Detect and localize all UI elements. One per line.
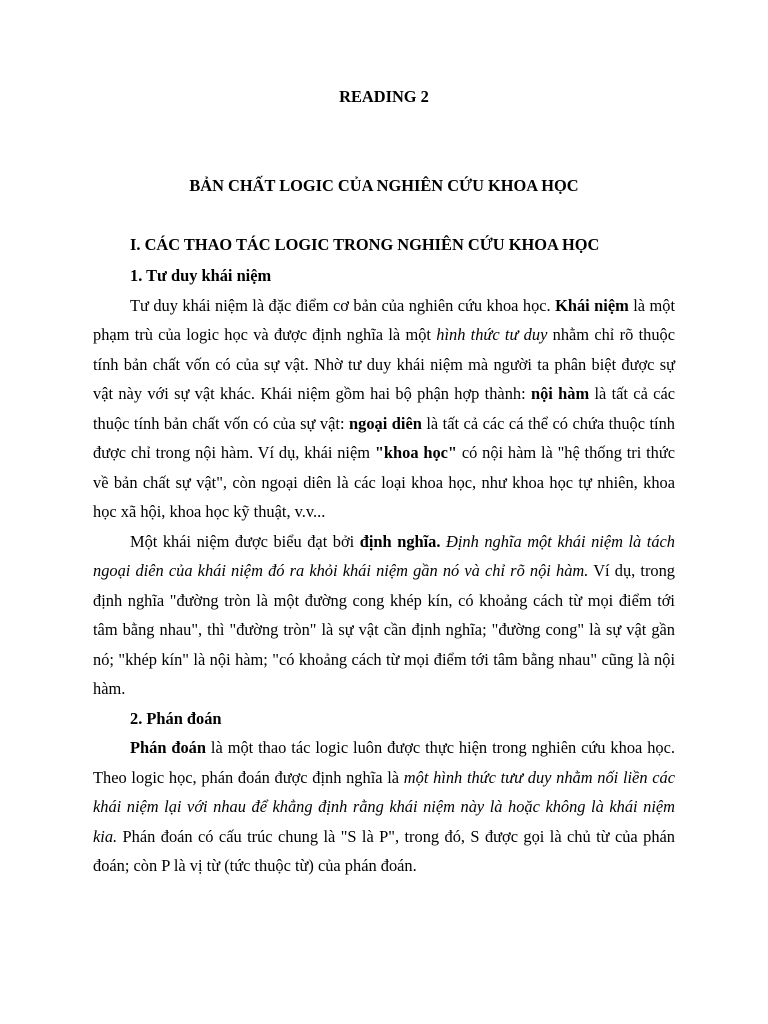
section-heading: I. CÁC THAO TÁC LOGIC TRONG NGHIÊN CỨU KHOA HỌC xyxy=(130,235,600,254)
bold-term-ngoai-dien: ngoại diên xyxy=(349,413,422,433)
text-run: Phán đoán có cấu trúc chung là "S là P", trong đó, S được gọi là chủ từ của phán đoán; còn P là vị từ (tức thuộc từ) của phán đoán. xyxy=(93,826,675,875)
paragraph-judgment xyxy=(93,733,675,881)
reading-label: READING 2 xyxy=(339,87,429,106)
bold-term-khai-niem: Khái niệm xyxy=(555,295,629,315)
bold-term-khoa-hoc: "khoa học" xyxy=(374,443,458,462)
subsection-heading-2: 2. Phán đoán xyxy=(130,708,222,728)
paragraph-concept-thinking xyxy=(93,291,675,527)
bold-term-noi-ham: nội hàm xyxy=(530,384,590,403)
text-run: có nội hàm là "hệ thống tri thức về bản chất sự vật", còn ngoại diên là các loại khoa học, như khoa học tự nhiên, khoa học xã hội, khoa học kỹ thuật, v.v... xyxy=(93,443,675,521)
text-run: Ví dụ, trong định nghĩa "đường tròn là một đường cong khép kín, có khoảng cách từ mọi điểm tới tâm bằng nhau", thì "đường tròn" là sự vật cần định nghĩa; "đường cong" là sự vật gần nó; "khép kín" là nội hàm; "có khoảng cách từ mọi điểm tới tâm bằng nhau" cũng là nội hàm. xyxy=(93,561,675,698)
text-run: nhằm chỉ rõ thuộc tính bản chất vốn có của sự vật. Nhờ tư duy khái niệm mà người ta phân biệt được sự vật này với sự vật khác. Khái niệm gồm hai bộ phận hợp thành: xyxy=(93,325,675,403)
bold-term-phan-doan: Phán đoán xyxy=(130,738,206,757)
italic-term-hinh-thuc-tu-duy: hình thức tư duy xyxy=(436,325,548,344)
italic-judgment-definition: một hình thức tưư duy nhằm nối liền các khái niệm lại với nhau để khẳng định rằng khái niệm này là hoặc không là khái niệm kia. xyxy=(93,767,675,846)
document-body xyxy=(93,232,675,881)
text-run: là tất cả các cá thể có chứa thuộc tính được chỉ trong nội hàm. Ví dụ, khái niệm xyxy=(93,413,676,462)
text-run: Một khái niệm được biểu đạt bởi xyxy=(130,531,360,551)
document-title: BẢN CHẤT LOGIC CỦA NGHIÊN CỨU KHOA HỌC xyxy=(189,176,579,195)
subsection-heading-1: 1. Tư duy khái niệm xyxy=(130,266,272,285)
bold-term-dinh-nghia: định nghĩa. xyxy=(359,531,441,551)
text-run: là một thao tác logic luôn được thực hiện trong nghiên cứu khoa học. Theo logic học, phán đoán được định nghĩa là xyxy=(93,738,675,787)
paragraph-definition xyxy=(93,527,675,704)
text-run: là một phạm trù của logic học và được định nghĩa là một xyxy=(93,295,675,344)
text-run: Tư duy khái niệm là đặc điểm cơ bản của nghiên cứu khoa học. xyxy=(130,295,556,315)
italic-definition: Định nghĩa một khái niệm là tách ngoại diên của khái niệm đó ra khỏi khái niệm gần nó và chỉ rõ nội hàm. xyxy=(93,531,675,580)
text-run: là tất cả các thuộc tính bản chất vốn có của sự vật: xyxy=(93,384,676,433)
